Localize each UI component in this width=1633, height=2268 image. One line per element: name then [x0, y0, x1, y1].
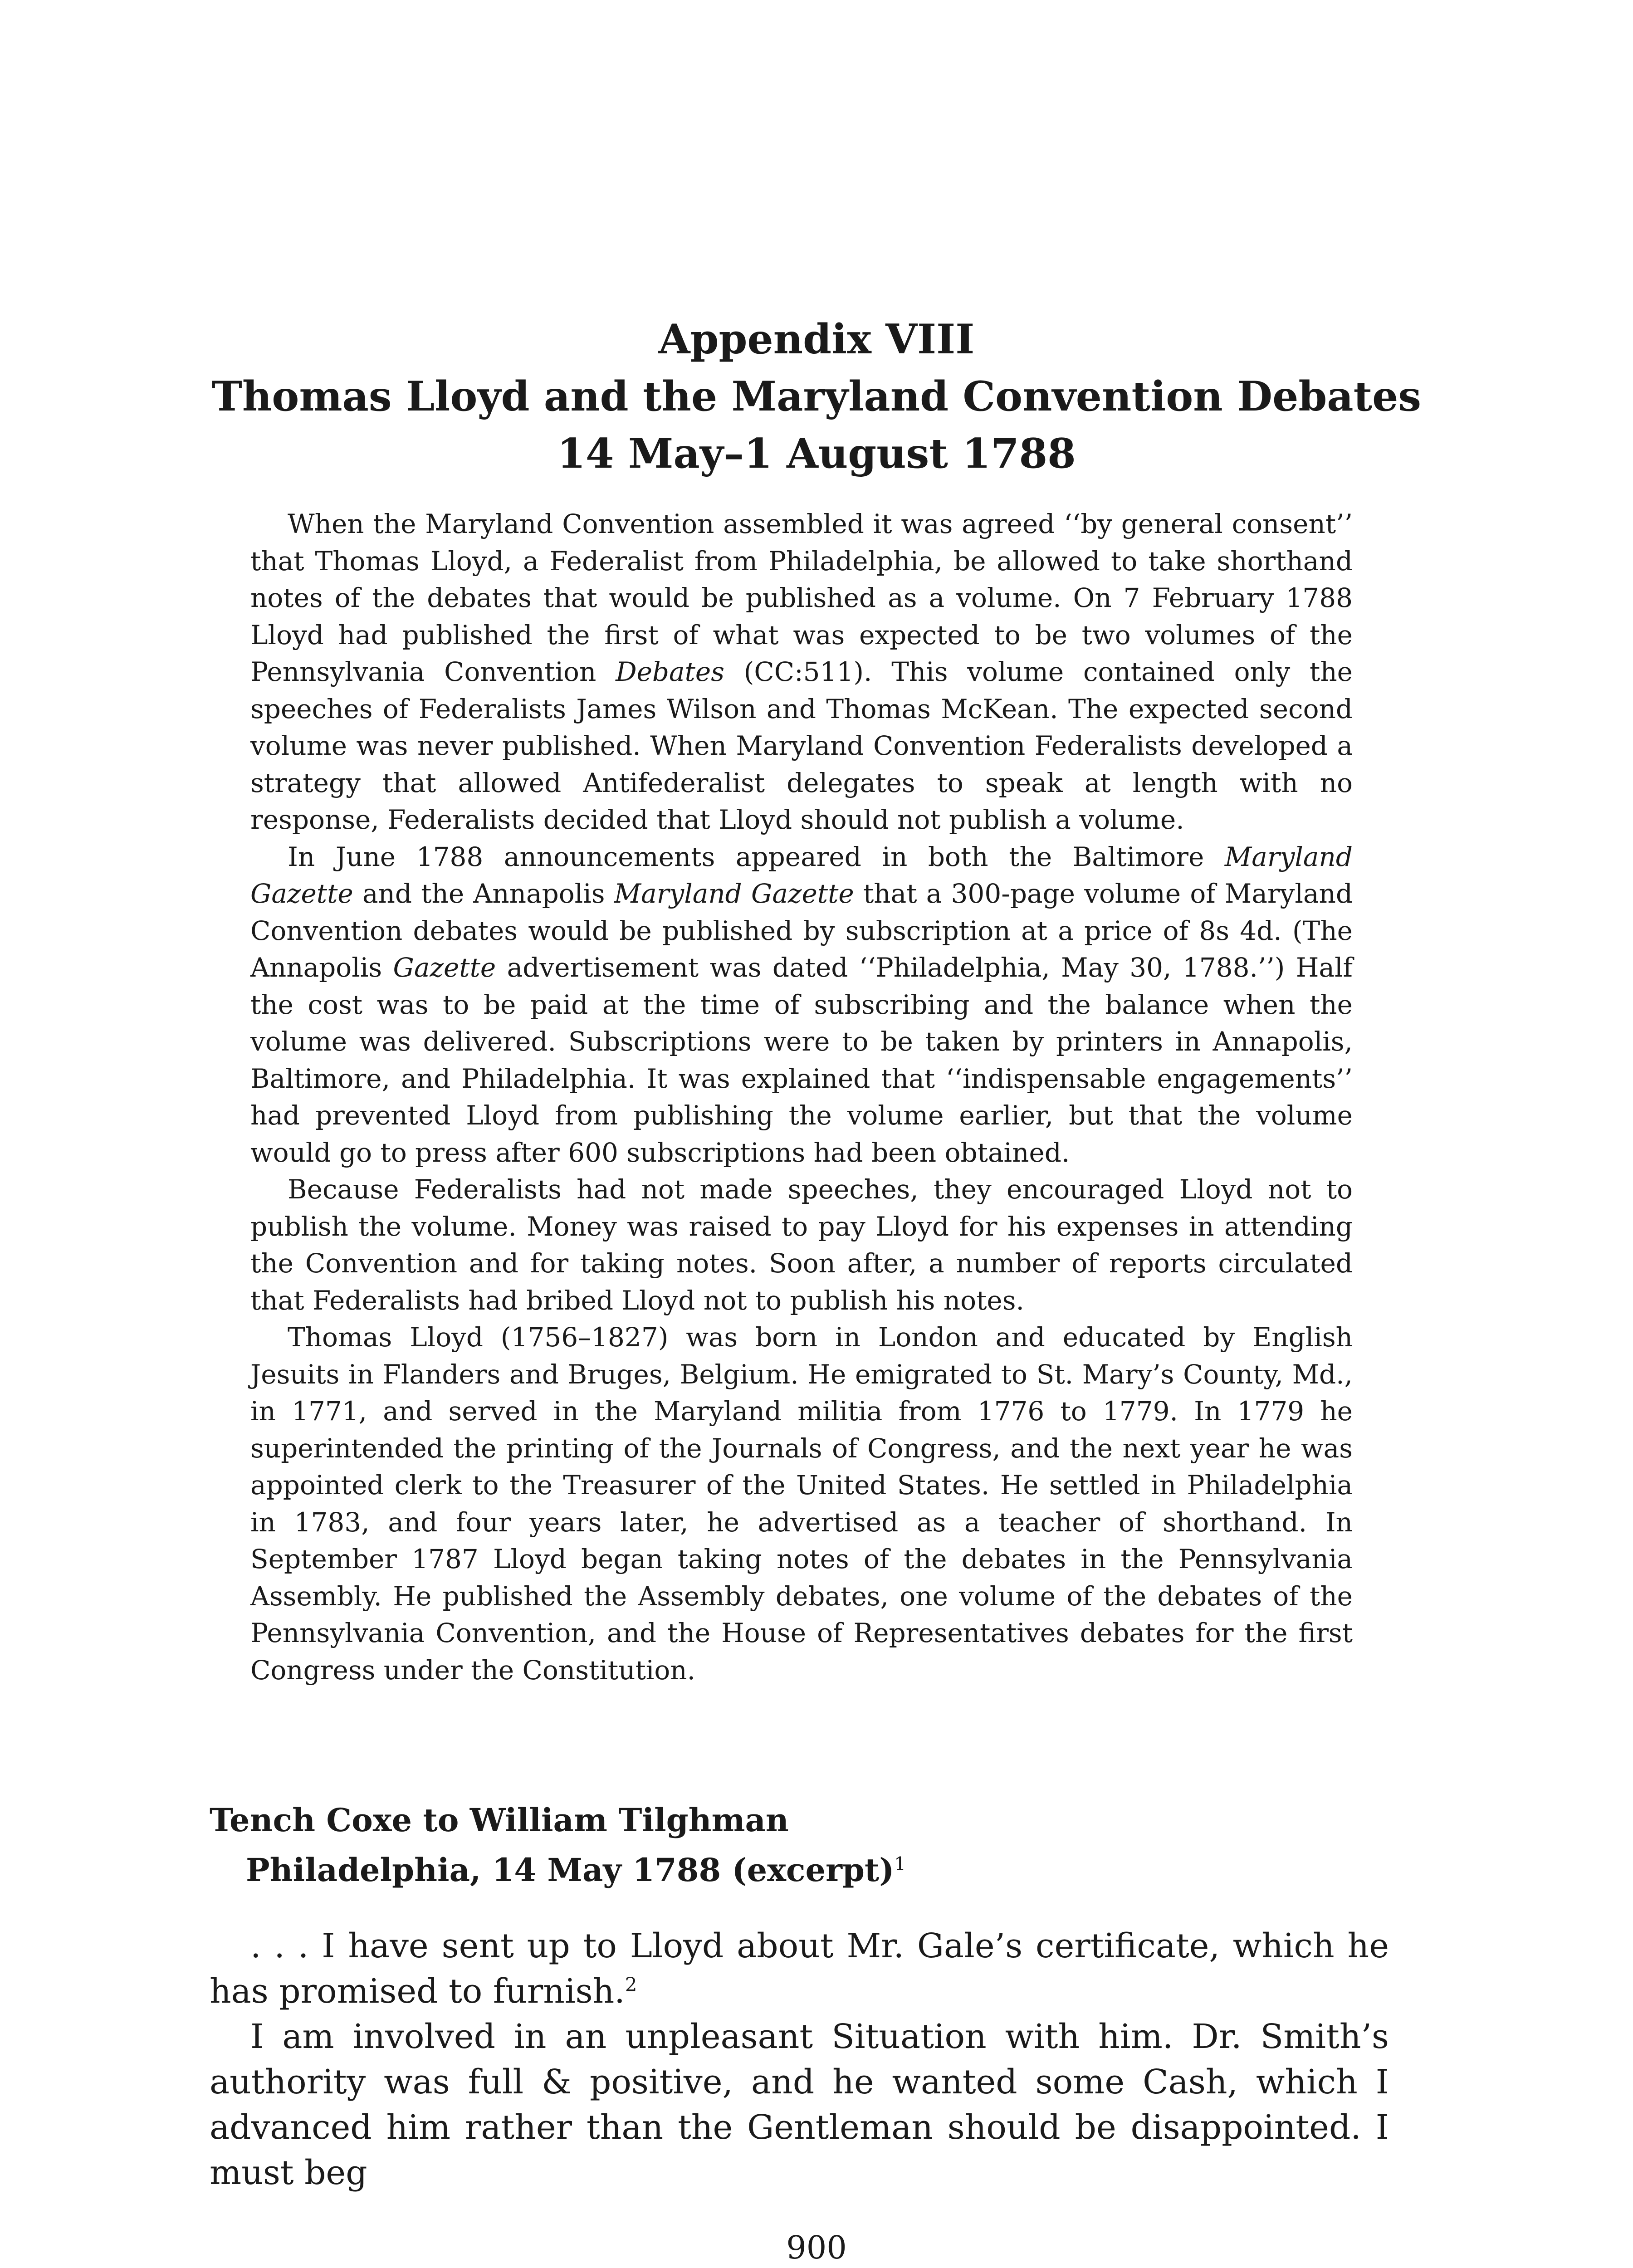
appendix-title: Thomas Lloyd and the Maryland Convention Debates — [211, 372, 1422, 420]
appendix-label: Appendix VIII — [658, 315, 975, 363]
appendix-date-range: 14 May–1 August 1788 — [557, 430, 1076, 478]
letter-paragraph-2: I am involved in an unpleasant Situation with him. Dr. Smith’s authority was full & positive, and he wanted some Cash, which I advanced him rather than the Gentleman should be disappointed. I must beg — [210, 2017, 1389, 2192]
letter-body — [210, 1923, 1389, 2195]
letter-paragraph-1: . . . I have sent up to Lloyd about Mr. Gale’s certificate, which he has promised to furnish.$^2$ — [210, 1926, 1389, 2011]
intro-paragraph-1: When the Maryland Convention assembled it was agreed ‘‘by general consent’’ that Thomas Lloyd, a Federalist from Philadelphia, be allowed to take shorthand notes of the debates that would be published as a volume. On 7 February 1788 Lloyd had published the first of what was expected to be two volumes of the Pennsylvania Convention Debates (CC:511). This volume contained only the speeches of Federalists James Wilson and Thomas McKean. The expected second volume was never published. When Maryland Convention Federalists developed a strategy that allowed Antifederalist delegates to speak at length with no response, Federalists decided that Lloyd should not publish a volume. — [250, 508, 1353, 835]
footnote-ref-2[interactable]: 2 — [625, 1973, 637, 1996]
letter-dateline: Philadelphia, 14 May 1788 (excerpt)$^1$ — [246, 1851, 906, 1889]
page-number: 900 — [786, 2229, 847, 2266]
intro-paragraph-2: In June 1788 announcements appeared in both the Baltimore Maryland Gazette and the Annapolis Maryland Gazette that a 300-page volume of Maryland Convention debates would be published by subscription at a price of 8s 4d. (The Annapolis Gazette advertisement was dated ‘‘Philadelphia, May 30, 1788.’’) Half the cost was to be paid at the time of subscribing and the balance when the volume was delivered. Subscriptions were to be taken by printers in Annapolis, Baltimore, and Philadelphia. It was explained that ‘‘indispensable engagements’’ had prevented Lloyd from publishing the volume earlier, but that the volume would go to press after 600 subscriptions had been obtained. — [250, 841, 1353, 1168]
footnote-ref-1[interactable]: 1 — [894, 1853, 906, 1875]
letter-title: Tench Coxe to William Tilghman — [210, 1801, 789, 1839]
editorial-note — [250, 506, 1353, 1689]
intro-paragraph-3: Because Federalists had not made speeches, they encouraged Lloyd not to publish the volume. Money was raised to pay Lloyd for his expenses in attending the Convention and for taking notes. Soon after, a number of reports circulated that Federalists had bribed Lloyd not to publish his notes. — [250, 1174, 1353, 1316]
intro-paragraph-4: Thomas Lloyd (1756–1827) was born in London and educated by English Jesuits in Flanders and Bruges, Belgium. He emigrated to St. Mary’s County, Md., in 1771, and served in the Maryland militia from 1776 to 1779. In 1779 he superintended the printing of the Journals of Congress, and the next year he was appointed clerk to the Treasurer of the United States. He settled in Philadelphia in 1783, and four years later, he advertised as a teacher of shorthand. In September 1787 Lloyd began taking notes of the debates in the Pennsylvania Assembly. He published the Assembly debates, one volume of the debates of the Pennsylvania Convention, and the House of Representatives debates for the first Congress under the Constitution. — [250, 1322, 1353, 1686]
